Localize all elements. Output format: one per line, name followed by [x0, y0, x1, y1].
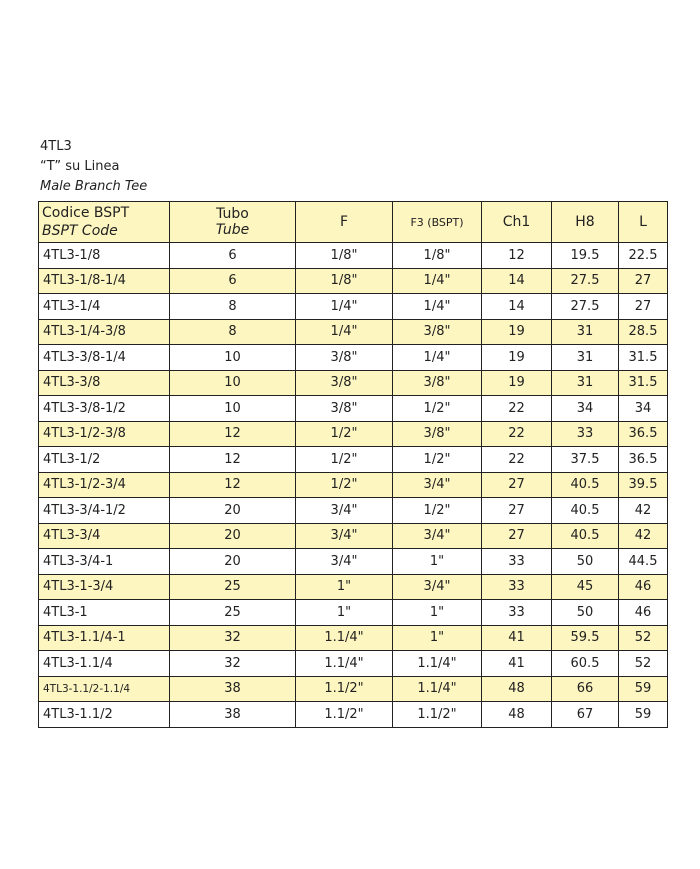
- cell-f: 1.1/4": [296, 625, 393, 651]
- cell-l: 27: [619, 294, 668, 320]
- cell-h8: 34: [552, 396, 619, 422]
- cell-code: 4TL3-1/2: [39, 447, 170, 473]
- cell-tube: 32: [170, 625, 296, 651]
- cell-code: 4TL3-3/4-1/2: [39, 498, 170, 524]
- cell-ch1: 22: [482, 421, 552, 447]
- cell-code: 4TL3-3/4: [39, 523, 170, 549]
- table-row: [39, 498, 668, 524]
- table-row: [39, 370, 668, 396]
- cell-f3: 1/4": [393, 294, 482, 320]
- cell-h8: 60.5: [552, 651, 619, 677]
- cell-f: 3/4": [296, 523, 393, 549]
- cell-h8: 59.5: [552, 625, 619, 651]
- cell-code: 4TL3-1.1/4: [39, 651, 170, 677]
- cell-tube: 10: [170, 345, 296, 371]
- cell-f3: 1": [393, 625, 482, 651]
- cell-f3: 3/4": [393, 523, 482, 549]
- table-row: [39, 702, 668, 728]
- cell-tube: 12: [170, 421, 296, 447]
- cell-h8: 37.5: [552, 447, 619, 473]
- col-header-f3: F3 (BSPT): [393, 202, 482, 243]
- cell-h8: 50: [552, 549, 619, 575]
- cell-l: 34: [619, 396, 668, 422]
- cell-h8: 40.5: [552, 498, 619, 524]
- cell-f: 3/4": [296, 498, 393, 524]
- cell-l: 36.5: [619, 447, 668, 473]
- cell-ch1: 14: [482, 268, 552, 294]
- cell-f: 1/4": [296, 319, 393, 345]
- cell-code: 4TL3-3/4-1: [39, 549, 170, 575]
- cell-f3: 1": [393, 600, 482, 626]
- cell-l: 28.5: [619, 319, 668, 345]
- cell-l: 27: [619, 268, 668, 294]
- cell-l: 22.5: [619, 243, 668, 269]
- cell-ch1: 48: [482, 676, 552, 702]
- cell-h8: 33: [552, 421, 619, 447]
- cell-ch1: 27: [482, 498, 552, 524]
- table-row: [39, 625, 668, 651]
- cell-code: 4TL3-1: [39, 600, 170, 626]
- cell-f: 1/2": [296, 447, 393, 473]
- cell-ch1: 33: [482, 600, 552, 626]
- table-row: [39, 268, 668, 294]
- cell-l: 46: [619, 600, 668, 626]
- table-header-row: [39, 202, 668, 243]
- cell-f: 3/8": [296, 396, 393, 422]
- cell-l: 59: [619, 702, 668, 728]
- cell-code: 4TL3-1/4: [39, 294, 170, 320]
- cell-tube: 6: [170, 268, 296, 294]
- table-row: [39, 523, 668, 549]
- cell-tube: 25: [170, 574, 296, 600]
- cell-l: 59: [619, 676, 668, 702]
- cell-f: 1/2": [296, 472, 393, 498]
- table-row: [39, 574, 668, 600]
- table-row: [39, 294, 668, 320]
- cell-ch1: 33: [482, 549, 552, 575]
- cell-h8: 50: [552, 600, 619, 626]
- cell-f3: 3/8": [393, 370, 482, 396]
- cell-f: 1/8": [296, 268, 393, 294]
- product-name-italian: “T” su Linea: [40, 159, 120, 174]
- cell-code: 4TL3-1.1/2-1.1/4: [39, 676, 170, 702]
- cell-l: 31.5: [619, 370, 668, 396]
- cell-ch1: 19: [482, 345, 552, 371]
- cell-h8: 31: [552, 370, 619, 396]
- cell-f: 1": [296, 600, 393, 626]
- cell-code: 4TL3-1/2-3/8: [39, 421, 170, 447]
- table-row: [39, 549, 668, 575]
- cell-tube: 8: [170, 294, 296, 320]
- cell-code: 4TL3-3/8: [39, 370, 170, 396]
- cell-ch1: 22: [482, 447, 552, 473]
- table-body: [39, 243, 668, 728]
- cell-f3: 1": [393, 549, 482, 575]
- cell-h8: 66: [552, 676, 619, 702]
- cell-f3: 1/2": [393, 447, 482, 473]
- cell-code: 4TL3-3/8-1/2: [39, 396, 170, 422]
- cell-f: 1.1/2": [296, 702, 393, 728]
- cell-h8: 31: [552, 319, 619, 345]
- cell-h8: 27.5: [552, 268, 619, 294]
- cell-h8: 40.5: [552, 523, 619, 549]
- col-header-ch1: Ch1: [482, 202, 552, 243]
- cell-ch1: 19: [482, 370, 552, 396]
- cell-f3: 3/4": [393, 574, 482, 600]
- cell-ch1: 14: [482, 294, 552, 320]
- col-header-h8: H8: [552, 202, 619, 243]
- table-row: [39, 447, 668, 473]
- cell-code: 4TL3-1.1/2: [39, 702, 170, 728]
- cell-ch1: 12: [482, 243, 552, 269]
- table-row: [39, 651, 668, 677]
- cell-tube: 38: [170, 676, 296, 702]
- col-header-tube: [170, 202, 296, 243]
- cell-code: 4TL3-1/8-1/4: [39, 268, 170, 294]
- cell-l: 39.5: [619, 472, 668, 498]
- cell-ch1: 33: [482, 574, 552, 600]
- cell-f3: 1.1/4": [393, 676, 482, 702]
- product-name-english: Male Branch Tee: [40, 179, 148, 194]
- product-heading: [40, 137, 147, 197]
- cell-code: 4TL3-1/8: [39, 243, 170, 269]
- cell-tube: 38: [170, 702, 296, 728]
- cell-ch1: 27: [482, 472, 552, 498]
- cell-tube: 12: [170, 447, 296, 473]
- cell-l: 42: [619, 523, 668, 549]
- table-row: [39, 600, 668, 626]
- cell-f3: 1/4": [393, 268, 482, 294]
- col-header-code-en: BSPT Code: [42, 223, 118, 239]
- cell-f3: 1/2": [393, 498, 482, 524]
- cell-f3: 3/8": [393, 319, 482, 345]
- cell-h8: 19.5: [552, 243, 619, 269]
- table-row: [39, 396, 668, 422]
- col-header-code-it: Codice BSPT: [42, 205, 130, 221]
- cell-f3: 1/8": [393, 243, 482, 269]
- cell-tube: 32: [170, 651, 296, 677]
- table-row: [39, 345, 668, 371]
- cell-h8: 67: [552, 702, 619, 728]
- table-row: [39, 472, 668, 498]
- cell-code: 4TL3-3/8-1/4: [39, 345, 170, 371]
- cell-ch1: 41: [482, 625, 552, 651]
- cell-tube: 6: [170, 243, 296, 269]
- cell-l: 52: [619, 651, 668, 677]
- cell-f: 1/2": [296, 421, 393, 447]
- cell-l: 31.5: [619, 345, 668, 371]
- col-header-f: F: [296, 202, 393, 243]
- col-header-l: L: [619, 202, 668, 243]
- cell-ch1: 27: [482, 523, 552, 549]
- cell-f3: 3/8": [393, 421, 482, 447]
- col-header-tube-en: Tube: [215, 222, 250, 238]
- cell-l: 44.5: [619, 549, 668, 575]
- col-header-tube-it: Tubo: [216, 206, 249, 222]
- cell-h8: 31: [552, 345, 619, 371]
- cell-l: 52: [619, 625, 668, 651]
- cell-tube: 20: [170, 549, 296, 575]
- cell-ch1: 22: [482, 396, 552, 422]
- cell-code: 4TL3-1.1/4-1: [39, 625, 170, 651]
- cell-ch1: 19: [482, 319, 552, 345]
- cell-l: 46: [619, 574, 668, 600]
- cell-f: 1.1/2": [296, 676, 393, 702]
- table-row: [39, 243, 668, 269]
- cell-tube: 10: [170, 396, 296, 422]
- cell-f3: 1.1/2": [393, 702, 482, 728]
- cell-f: 1/8": [296, 243, 393, 269]
- cell-f3: 3/4": [393, 472, 482, 498]
- cell-tube: 20: [170, 498, 296, 524]
- cell-tube: 10: [170, 370, 296, 396]
- cell-h8: 45: [552, 574, 619, 600]
- cell-f: 1": [296, 574, 393, 600]
- cell-code: 4TL3-1/4-3/8: [39, 319, 170, 345]
- cell-f3: 1.1/4": [393, 651, 482, 677]
- cell-tube: 12: [170, 472, 296, 498]
- cell-h8: 40.5: [552, 472, 619, 498]
- table-row: [39, 421, 668, 447]
- cell-h8: 27.5: [552, 294, 619, 320]
- cell-tube: 25: [170, 600, 296, 626]
- table-row: [39, 319, 668, 345]
- col-header-code: [39, 202, 170, 243]
- cell-f3: 1/4": [393, 345, 482, 371]
- cell-f: 3/8": [296, 345, 393, 371]
- cell-f3: 1/2": [393, 396, 482, 422]
- cell-tube: 8: [170, 319, 296, 345]
- product-code: 4TL3: [40, 139, 72, 154]
- cell-ch1: 48: [482, 702, 552, 728]
- cell-code: 4TL3-1-3/4: [39, 574, 170, 600]
- table-row: [39, 676, 668, 702]
- cell-f: 3/4": [296, 549, 393, 575]
- spec-table: [38, 201, 668, 728]
- cell-l: 42: [619, 498, 668, 524]
- cell-l: 36.5: [619, 421, 668, 447]
- cell-f: 1/4": [296, 294, 393, 320]
- cell-tube: 20: [170, 523, 296, 549]
- cell-ch1: 41: [482, 651, 552, 677]
- cell-f: 1.1/4": [296, 651, 393, 677]
- cell-code: 4TL3-1/2-3/4: [39, 472, 170, 498]
- cell-f: 3/8": [296, 370, 393, 396]
